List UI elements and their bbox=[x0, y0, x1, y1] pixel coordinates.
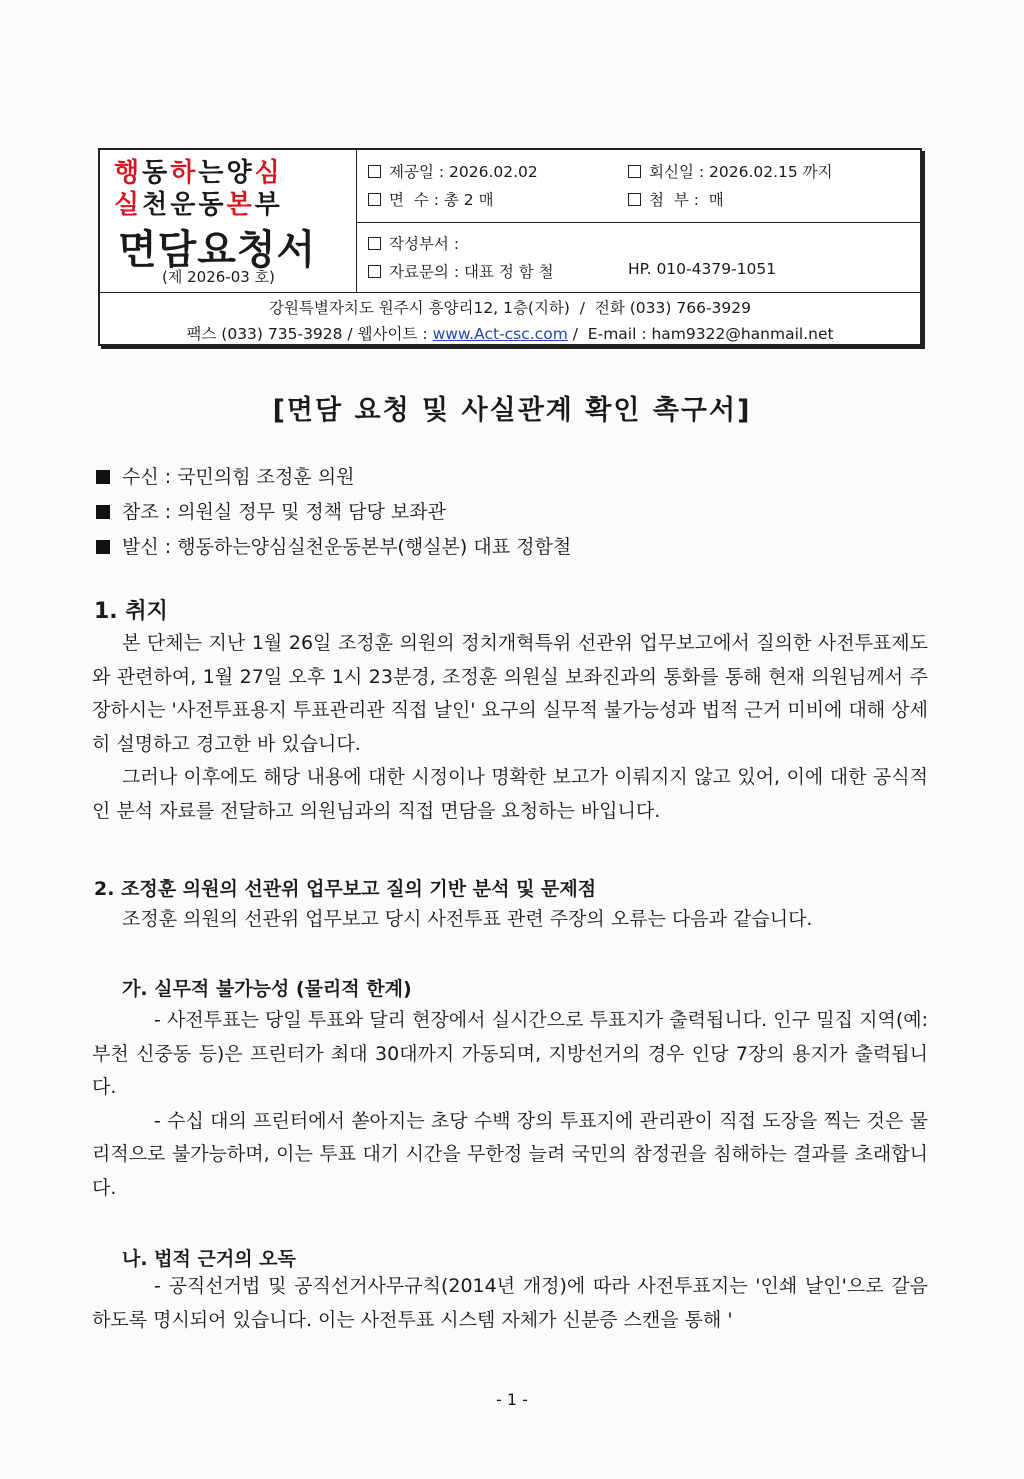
section-2-intro: 조정훈 의원의 선관위 업무보고 당시 사전투표 관련 주장의 오류는 다음과 같습니다. bbox=[122, 908, 813, 930]
section-1-paragraph-2: 그러나 이후에도 해당 내용에 대한 시정이나 명확한 보고가 이뤄지지 않고 있어, 이에 대한 공식적인 분석 자료를 전달하고 의원님과의 직접 면담을 요청하는 바입니다. bbox=[92, 766, 928, 822]
letterhead-info-row-1 bbox=[356, 150, 922, 223]
letterhead-top bbox=[100, 150, 920, 293]
bullet-square-icon bbox=[96, 505, 110, 519]
website-link[interactable]: www.Act-csc.com bbox=[432, 325, 568, 343]
checkbox-icon bbox=[368, 165, 381, 178]
subsection-a-heading: 가. 실무적 불가능성 (물리적 한계) bbox=[122, 978, 412, 1000]
section-1-paragraph-1: 본 단체는 지난 1월 26일 조정훈 의원의 정치개혁특위 선관위 업무보고에서 질의한 사전투표제도와 관련하여, 1월 27일 오후 1시 23분경, 조정훈 의원실 보좌진과의 통화를 통해 현재 의원님께서 주장하시는 '사전투표용지 투표관리관 직접 날인' 요구의 실무적 불가능성과 법적 근거 미비에 대해 상세히 설명하고 경고한 바 있습니다. bbox=[92, 632, 928, 755]
checkbox-icon bbox=[368, 193, 381, 206]
subsection-a-body bbox=[92, 1004, 928, 1205]
logo-line-2: 실천운동본부 bbox=[114, 190, 283, 220]
subsection-b-body bbox=[92, 1270, 928, 1337]
contact-phone: HP. 010-4379-1051 bbox=[628, 260, 777, 278]
letterhead-box bbox=[98, 148, 922, 346]
logo-line-1: 행동하는양심 bbox=[114, 158, 283, 188]
subsection-b-heading: 나. 법적 근거의 오독 bbox=[122, 1248, 296, 1270]
section-1-heading: 1. 취지 bbox=[94, 599, 168, 624]
reference: 참조 : 의원실 정무 및 정책 담당 보좌관 bbox=[96, 497, 446, 524]
reply-date: 회신일 : 2026.02.15 까지 bbox=[628, 160, 833, 182]
checkbox-icon bbox=[368, 237, 381, 250]
sent-date: 제공일 : 2026.02.02 bbox=[368, 160, 538, 182]
department: 작성부서 : bbox=[368, 232, 459, 254]
attachments: 첨 부 : 매 bbox=[628, 188, 724, 210]
checkbox-icon bbox=[368, 265, 381, 278]
recipient: 수신 : 국민의힘 조정훈 의원 bbox=[96, 462, 354, 489]
page-number: - 1 - bbox=[496, 1390, 528, 1409]
checkbox-icon bbox=[628, 165, 641, 178]
document-title: [면담 요청 및 사실관계 확인 촉구서] bbox=[272, 395, 752, 426]
organization-address: 강원특별자치도 원주시 흥양리12, 1층(지하) / 전화 (033) 766-3929 bbox=[269, 299, 751, 317]
bullet-square-icon bbox=[96, 540, 110, 554]
section-1-body bbox=[92, 627, 928, 828]
organization-logo bbox=[100, 150, 357, 292]
section-2-heading: 2. 조정훈 의원의 선관위 업무보고 질의 기반 분석 및 문제점 bbox=[94, 878, 597, 900]
organization-contacts: 팩스 (033) 735-3928 / 웹사이트 : www.Act-csc.com / E-mail : ham9322@hanmail.net bbox=[186, 325, 834, 343]
checkbox-icon bbox=[628, 193, 641, 206]
sender: 발신 : 행동하는양심실천운동본부(행실본) 대표 정함철 bbox=[96, 532, 571, 559]
letterhead-info-row-2 bbox=[356, 222, 922, 292]
document-type-title: 면담요청서 bbox=[118, 227, 317, 273]
subsection-a-paragraph-2: - 수십 대의 프린터에서 쏟아지는 초당 수백 장의 투표지에 관리관이 직접 도장을 찍는 것은 물리적으로 불가능하며, 이는 투표 대기 시간을 무한정 늘려 국민의 참정권을 침해하는 결과를 초래합니다. bbox=[92, 1109, 928, 1199]
page-count: 면 수 : 총 2 매 bbox=[368, 188, 494, 210]
subsection-b-paragraph-1: - 공직선거법 및 공직선거사무규칙(2014년 개정)에 따라 사전투표지는 '인쇄 날인'으로 갈음하도록 명시되어 있습니다. 이는 사전투표 시스템 자체가 신분증 스캔을 통해 ' bbox=[92, 1275, 928, 1331]
contact-person: 자료문의 : 대표 정 함 철 bbox=[368, 260, 554, 282]
bullet-square-icon bbox=[96, 470, 110, 484]
subsection-a-paragraph-1: - 사전투표는 당일 투표와 달리 현장에서 실시간으로 투표지가 출력됩니다. 인구 밀집 지역(예: 부천 신중동 등)은 프린터가 최대 30대까지 가동되며, 지방선거의 경우 인당 7장의 용지가 출력됩니다. bbox=[92, 1009, 928, 1098]
document-number: (제 2026-03 호) bbox=[162, 268, 275, 286]
